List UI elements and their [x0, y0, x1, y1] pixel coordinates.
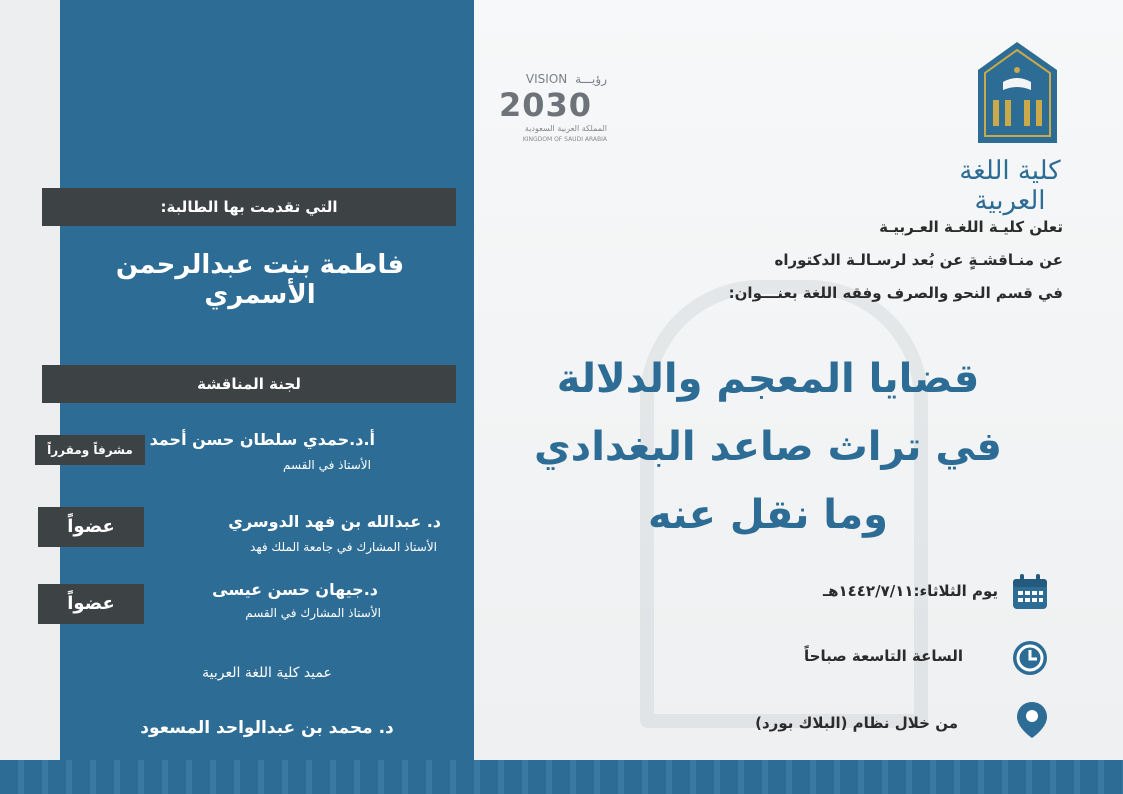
vision-2030-logo	[497, 72, 607, 152]
dean-name: د. محمد بن عبدالواحد المسعود	[140, 718, 394, 738]
member-3-role-badge: عضواً	[38, 584, 144, 624]
college-logo-text: كلية اللغة العربية	[959, 156, 1061, 216]
thesis-title	[508, 345, 1028, 549]
member-1-position: الأستاذ في القسم	[283, 458, 371, 472]
member-1-role-badge: مشرفاً ومقرراً	[35, 435, 145, 465]
member-1-name: أ.د.حمدي سلطان حسن أحمد	[149, 430, 375, 449]
date-text: يوم الثلاثاء:١٤٤٢/٧/١١هـ	[822, 582, 998, 600]
vision-country-en: KINGDOM OF SAUDI ARABIA	[522, 136, 607, 143]
announcement-line-2: عن منـاقشـةٍ عن بُعد لرسـالـة الدكتوراه	[774, 251, 1063, 269]
university-emblem-icon	[975, 40, 1060, 145]
thesis-title-line-1: قضايا المعجم والدلالة	[556, 356, 980, 402]
student-name: فاطمة بنت عبدالرحمن الأسمري	[115, 250, 405, 310]
member-3-name: د.جيهان حسن عيسى	[212, 580, 378, 599]
dean-title: عميد كلية اللغة العربية	[202, 665, 332, 681]
thesis-title-line-3: وما نقل عنه	[648, 492, 888, 538]
vision-word-en: VISION	[525, 72, 568, 86]
calendar-icon	[1010, 572, 1050, 612]
member-2-name: د. عبدالله بن فهد الدوسري	[228, 512, 441, 531]
vision-word-ar: رؤيـــة	[575, 72, 607, 86]
member-2-role-badge: عضواً	[38, 507, 144, 547]
student-header: التي تقدمت بها الطالبة:	[42, 188, 456, 226]
venue-text: من خلال نظام (البلاك بورد)	[755, 714, 958, 732]
announcement-line-3: في قسم النحو والصرف وفقه اللغة بعنـــوان:	[728, 284, 1063, 302]
member-2-position: الأستاذ المشارك في جامعة الملك فهد	[250, 540, 437, 554]
location-pin-icon	[1012, 700, 1052, 740]
vision-country-ar: المملكة العربية السعودية	[524, 124, 607, 133]
announcement-line-1: تعلن كليـة اللغـة العـربيـة	[879, 218, 1063, 236]
committee-header: لجنة المناقشة	[42, 365, 456, 403]
member-3-position: الأستاذ المشارك في القسم	[245, 606, 381, 620]
bottom-decorative-band	[0, 760, 1123, 794]
thesis-title-line-2: في تراث صاعد البغدادي	[534, 424, 1002, 470]
time-text: الساعة التاسعة صباحاً	[804, 647, 963, 665]
clock-icon	[1010, 638, 1050, 678]
vision-year: 2030	[499, 86, 593, 124]
